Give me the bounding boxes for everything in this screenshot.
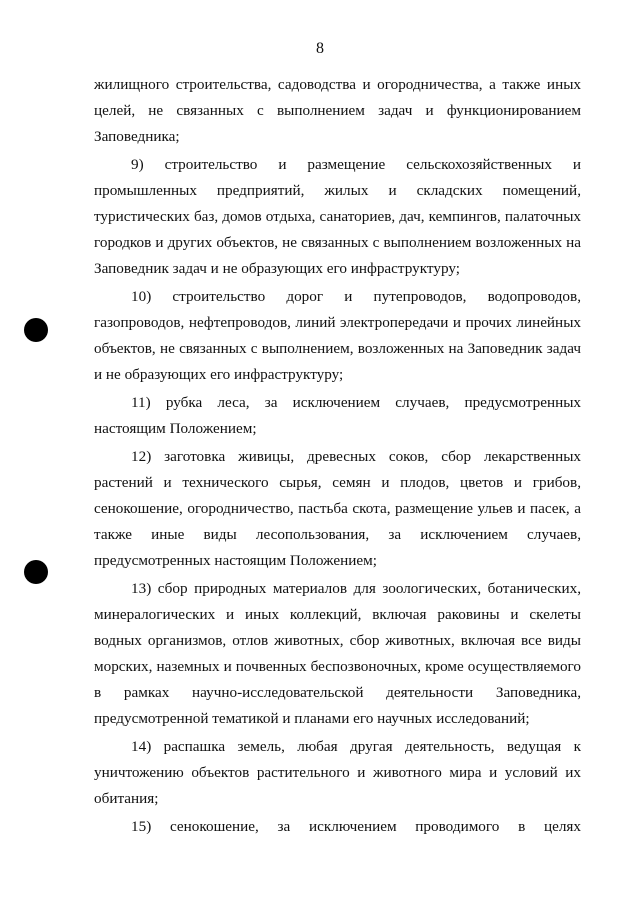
paragraph-item-13: 13) сбор природных материалов для зоологических, ботанических, минералогических и иных коллекций, включая раковины и скелеты водных организмов, отлов животных, сбор животных, включая все виды морских, наземных и почвенных беспозвоночных, кроме осуществляемого в рамках научно-исследовательской деятельности Заповедника, предусмотренной тематикой и планами его научных исследований; <box>94 580 581 727</box>
paragraph-item-14: 14) распашка земель, любая другая деятельность, ведущая к уничтожению объектов растительного и животного мира и условий их обитания; <box>94 738 581 807</box>
paragraph-item-15: 15) сенокошение, за исключением проводимого в целях <box>131 818 581 835</box>
paragraph-continuation: жилищного строительства, садоводства и огородничества, а также иных целей, не связанных с выполнением задач и функционированием Заповедника; <box>94 76 581 145</box>
paragraph-item-10: 10) строительство дорог и путепроводов, водопроводов, газопроводов, нефтепроводов, линий электропередачи и прочих линейных объектов, не связанных с выполнением, возложенных на Заповедник задач и не образующих его инфраструктуру; <box>94 288 581 383</box>
paragraph-item-11: 11) рубка леса, за исключением случаев, предусмотренных настоящим Положением; <box>94 394 581 437</box>
binder-hole-mark <box>24 318 48 342</box>
binder-hole-mark <box>24 560 48 584</box>
paragraph-item-9: 9) строительство и размещение сельскохозяйственных и промышленных предприятий, жилых и складских помещений, туристических баз, домов отдыха, санаториев, дач, кемпингов, палаточных городков и других объектов, не связанных с выполнением возложенных на Заповедник задач и не образующих его инфраструктуру; <box>94 156 581 277</box>
paragraph-item-12: 12) заготовка живицы, древесных соков, сбор лекарственных растений и технического сырья, семян и плодов, цветов и грибов, сенокошение, огородничество, пастьба скота, размещение ульев и пасек, а также иные виды лесопользования, за исключением случаев, предусмотренных настоящим Положением; <box>94 448 581 569</box>
document-body <box>94 72 581 842</box>
page-number: 8 <box>316 40 324 57</box>
